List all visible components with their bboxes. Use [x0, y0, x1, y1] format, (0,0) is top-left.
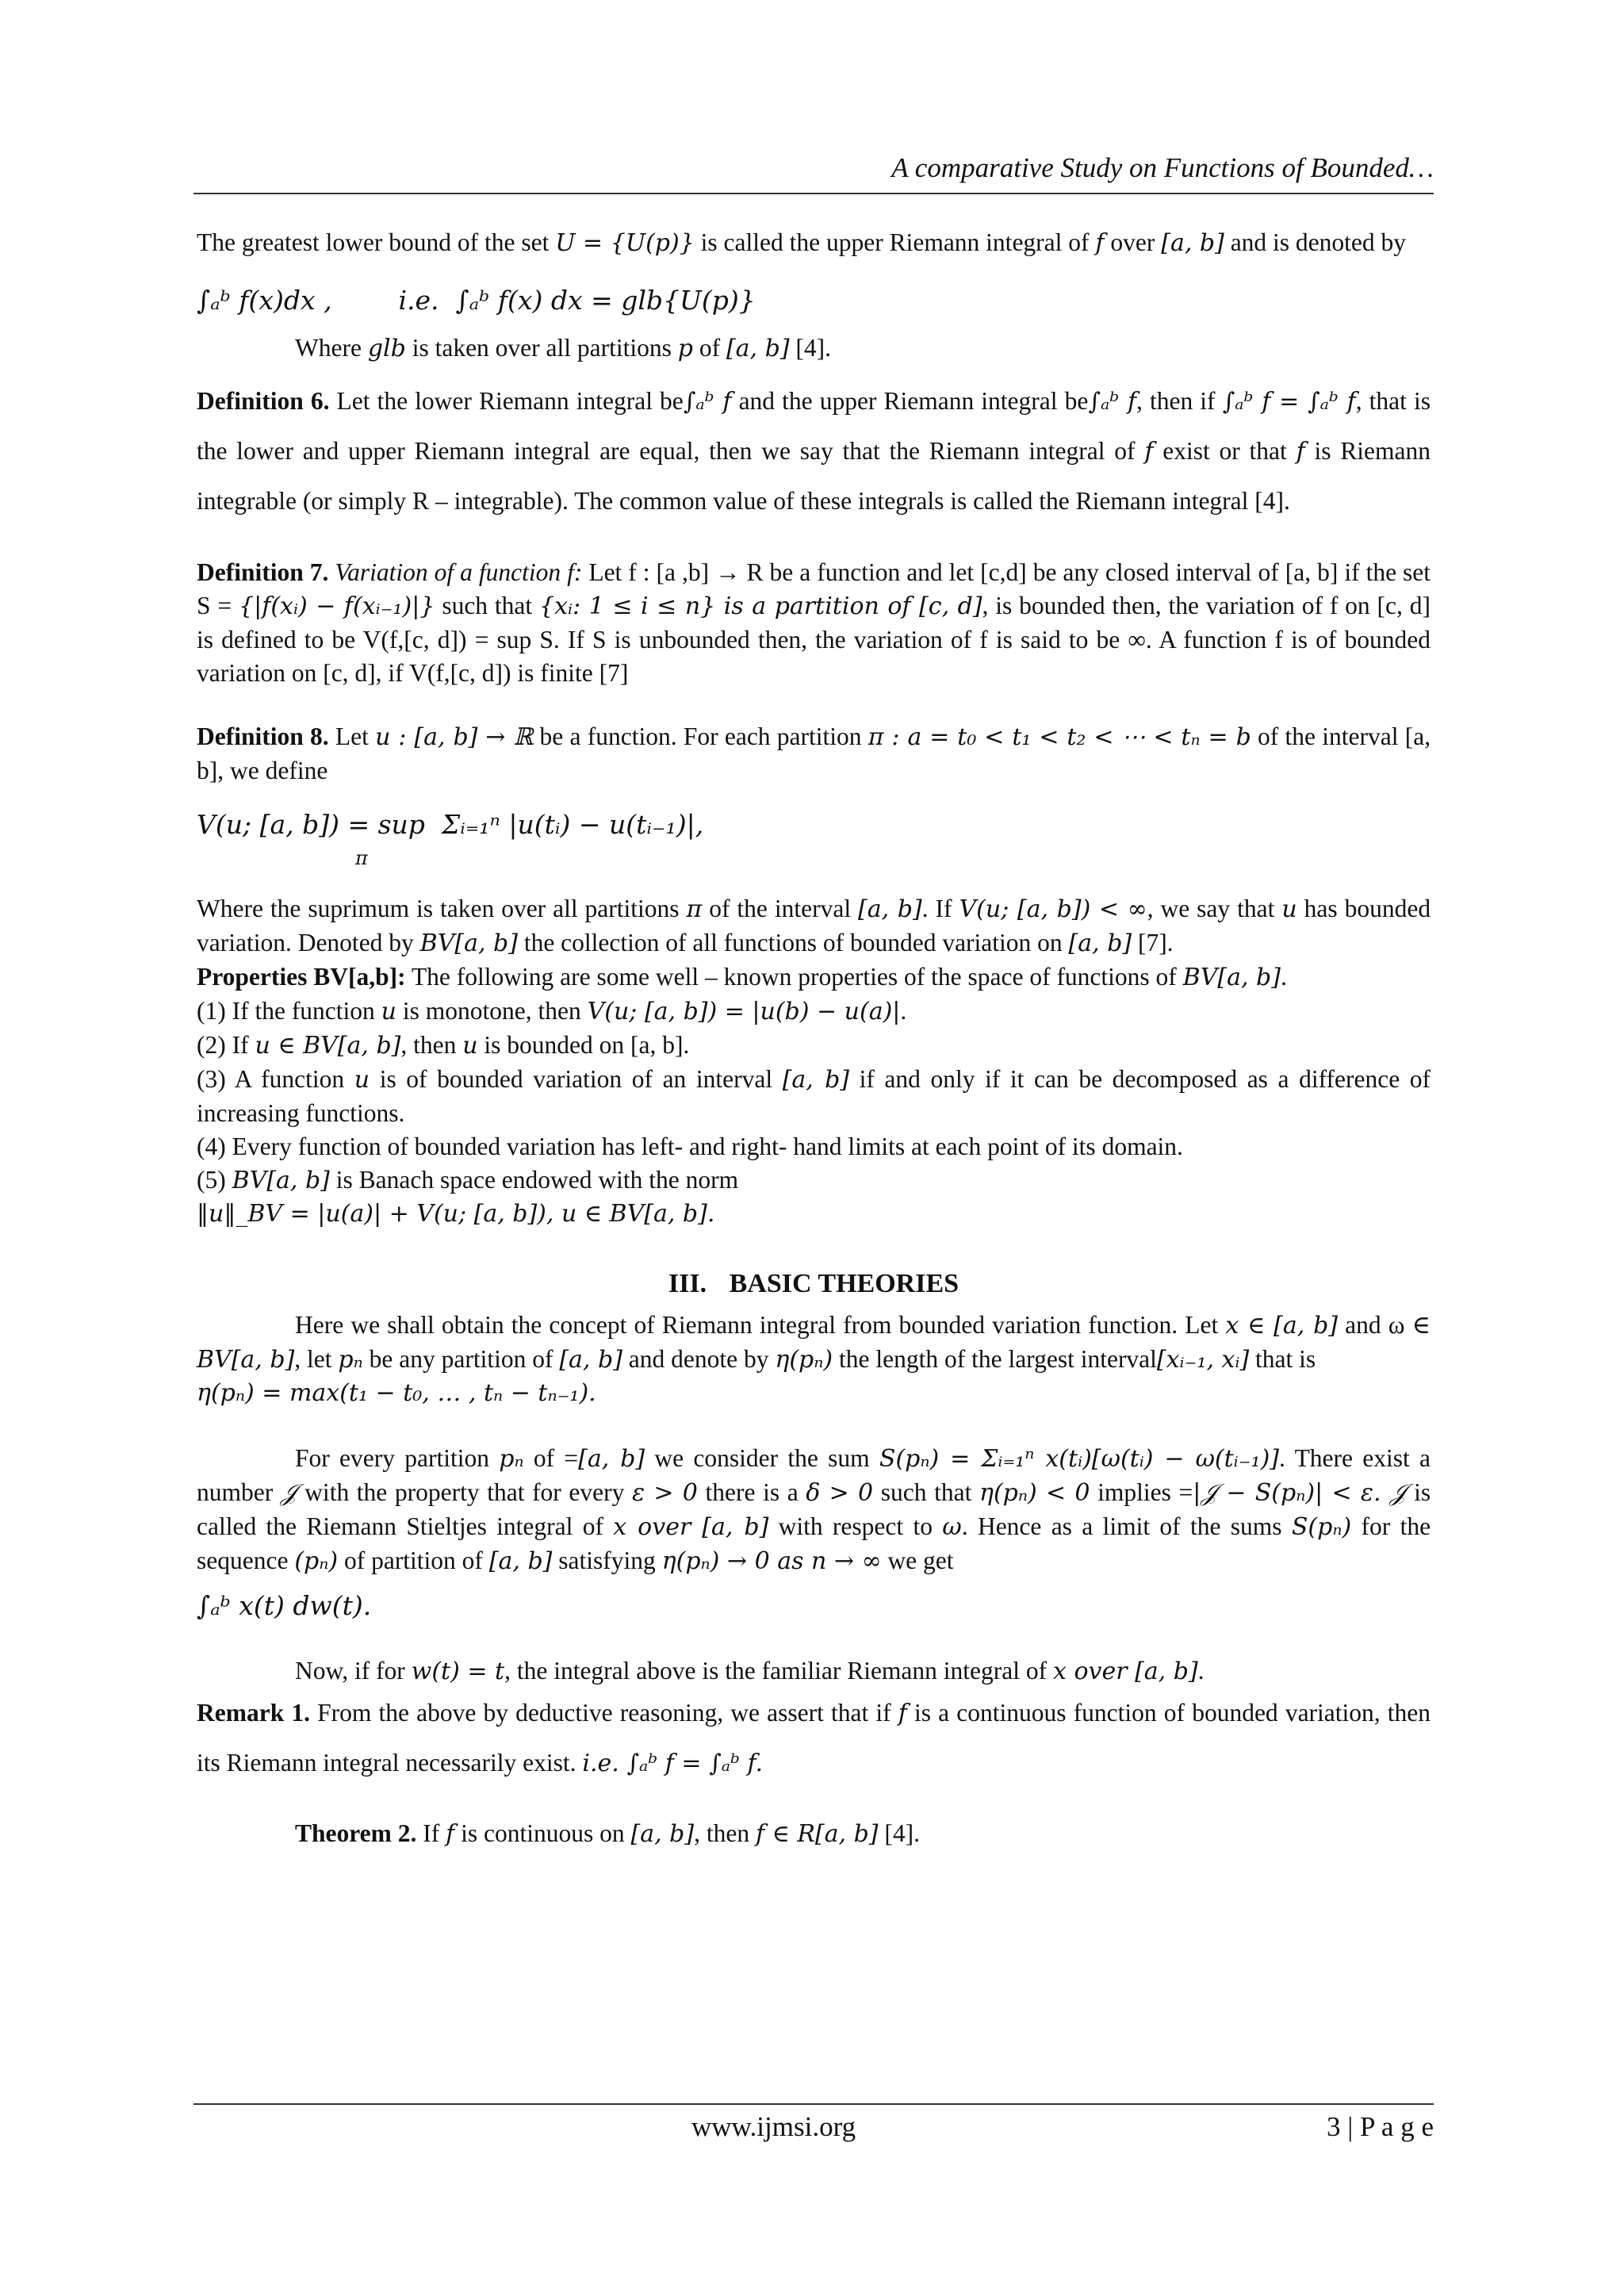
equation-stieltjes-integral: ∫ₐᵇ x(t) dw(t). — [197, 1590, 372, 1621]
page-body — [197, 226, 1431, 1851]
definition-label: Definition 6. — [197, 387, 330, 415]
theorem-label: Theorem 2. — [295, 1819, 417, 1847]
property-item: (2) If u ∈ BV[a, b], then u is bounded on [a, b]. — [197, 1031, 690, 1060]
paragraph-familiar-riemann: Now, if for w(t) = t, the integral above is the familiar Riemann integral of x over [a, b]. — [295, 1657, 1205, 1685]
equation-variation-subscript: π — [355, 847, 368, 869]
property-item: (1) If the function u is monotone, then V(u; [a, b]) = |u(b) − u(a)|. — [197, 997, 907, 1025]
definition-label: Definition 8. — [197, 723, 329, 750]
properties-heading: Properties BV[a,b]: The following are some well – known properties of the space of functions of BV[a, b]. — [197, 963, 1287, 991]
equation-variation: V(u; [a, b]) = sup Σᵢ₌₁ⁿ |u(tᵢ) − u(tᵢ₋₁)|, — [197, 809, 704, 840]
math-set-U: U = {U(p)} — [555, 229, 695, 257]
page-number: 3 | P a g e — [1327, 2111, 1434, 2142]
equation-upper-integral: ∫ₐᵇ f(x)dx , i.e. ∫ₐᵇ f(x) dx = glb{U(p)} — [197, 285, 756, 316]
definition-6: Definition 6. Let the lower Riemann integral be∫ₐᵇ f and the upper Riemann integral be∫ₐᵇ f, then if ∫ₐᵇ f = ∫ₐᵇ f, that is the lower and upper Riemann integral are equal, then we say that the Riemann integral of f exist or that f is Riemann integrable (or simply R – integrable). The common value of these integrals is called the Riemann integral [4]. — [197, 387, 1431, 515]
remark-1: Remark 1. From the above by deductive reasoning, we assert that if f is a continuous function of bounded variation, then its Riemann integral necessarily exist. i.e. ∫ₐᵇ f = ∫ₐᵇ f. — [197, 1699, 1431, 1777]
footer-website: www.ijmsi.org — [691, 2111, 856, 2142]
header-rule — [193, 193, 1434, 194]
paragraph-riemann-stieltjes: For every partition pₙ of =[a, b] we consider the sum S(pₙ) = Σᵢ₌₁ⁿ x(tᵢ)[ω(tᵢ) − ω(tᵢ₋₁)]. There exist a number 𝒥 with the property that for every ε > 0 there is a δ > 0 such that η(pₙ) < 0 implies =|𝒥 − S(pₙ)| < ε. 𝒥 is called the Riemann Stieltjes integral of x over [a, b] with respect to ω. Hence as a limit of the sums S(pₙ) for the sequence (pₙ) of partition of [a, b] satisfying η(pₙ) → 0 as n → ∞ we get — [197, 1444, 1431, 1575]
definition-7: Definition 7. Variation of a function f: Let f : [a ,b] → R be a function and let [c,d] be any closed interval of [a, b] if the set S = {|f(xᵢ) − f(xᵢ₋₁)|} such that {xᵢ: 1 ≤ i ≤ n} is a partition of [c, d], is bounded then, the variation of f on [c, d] is defined to be V(f,[c, d]) = sup S. If S is unbounded then, the variation of f is said to be ∞. A function f is of bounded variation on [c, d], if V(f,[c, d]) is finite [7] — [197, 558, 1431, 687]
running-header: A comparative Study on Functions of Bounded… — [891, 152, 1434, 183]
equation-bv-norm: ‖u‖_BV = |u(a)| + V(u; [a, b]), u ∈ BV[a, b]. — [197, 1200, 715, 1228]
theorem-2: Theorem 2. If f is continuous on [a, b], then f ∈ R[a, b] [4]. — [295, 1819, 920, 1848]
property-item: (3) A function u is of bounded variation of an interval [a, b] if and only if it can be decomposed as a difference of increasing functions. — [197, 1065, 1431, 1127]
paragraph-glb: Where glb is taken over all partitions p of [a, b] [4]. — [295, 334, 832, 362]
footer-rule — [193, 2103, 1434, 2105]
section-heading: III. BASIC THEORIES — [668, 1269, 959, 1298]
paragraph-upper-integral: The greatest lower bound of the set U = {U(p)} is called the upper Riemann integral of f over [a, b] and is denoted by — [197, 228, 1407, 257]
paragraph-bv-definition: Where the suprimum is taken over all partitions π of the interval [a, b]. If V(u; [a, b]) < ∞, we say that u has bounded variation. Denoted by BV[a, b] the collection of all functions of bounded variation on [a, b] [7]. — [197, 895, 1431, 957]
definition-8: Definition 8. Let u : [a, b] → ℝ be a function. For each partition π : a = t₀ < t₁ < t₂ < ⋯ < tₙ = b of the interval [a, b], we define — [197, 723, 1431, 784]
remark-label: Remark 1. — [197, 1699, 310, 1727]
property-item: (4) Every function of bounded variation has left- and right- hand limits at each point of its domain. — [197, 1133, 1183, 1160]
paragraph-basic-theories: Here we shall obtain the concept of Riemann integral from bounded variation function. Let x ∈ [a, b] and ω ∈ BV[a, b], let pₙ be any partition of [a, b] and denote by η(pₙ) the length of the largest interval[xᵢ₋₁, xᵢ] that is — [197, 1311, 1431, 1374]
property-item: (5) BV[a, b] is Banach space endowed with the norm — [197, 1166, 739, 1194]
definition-label: Definition 7. — [197, 558, 329, 586]
equation-eta: η(pₙ) = max(t₁ − t₀, … , tₙ − tₙ₋₁). — [197, 1379, 596, 1407]
